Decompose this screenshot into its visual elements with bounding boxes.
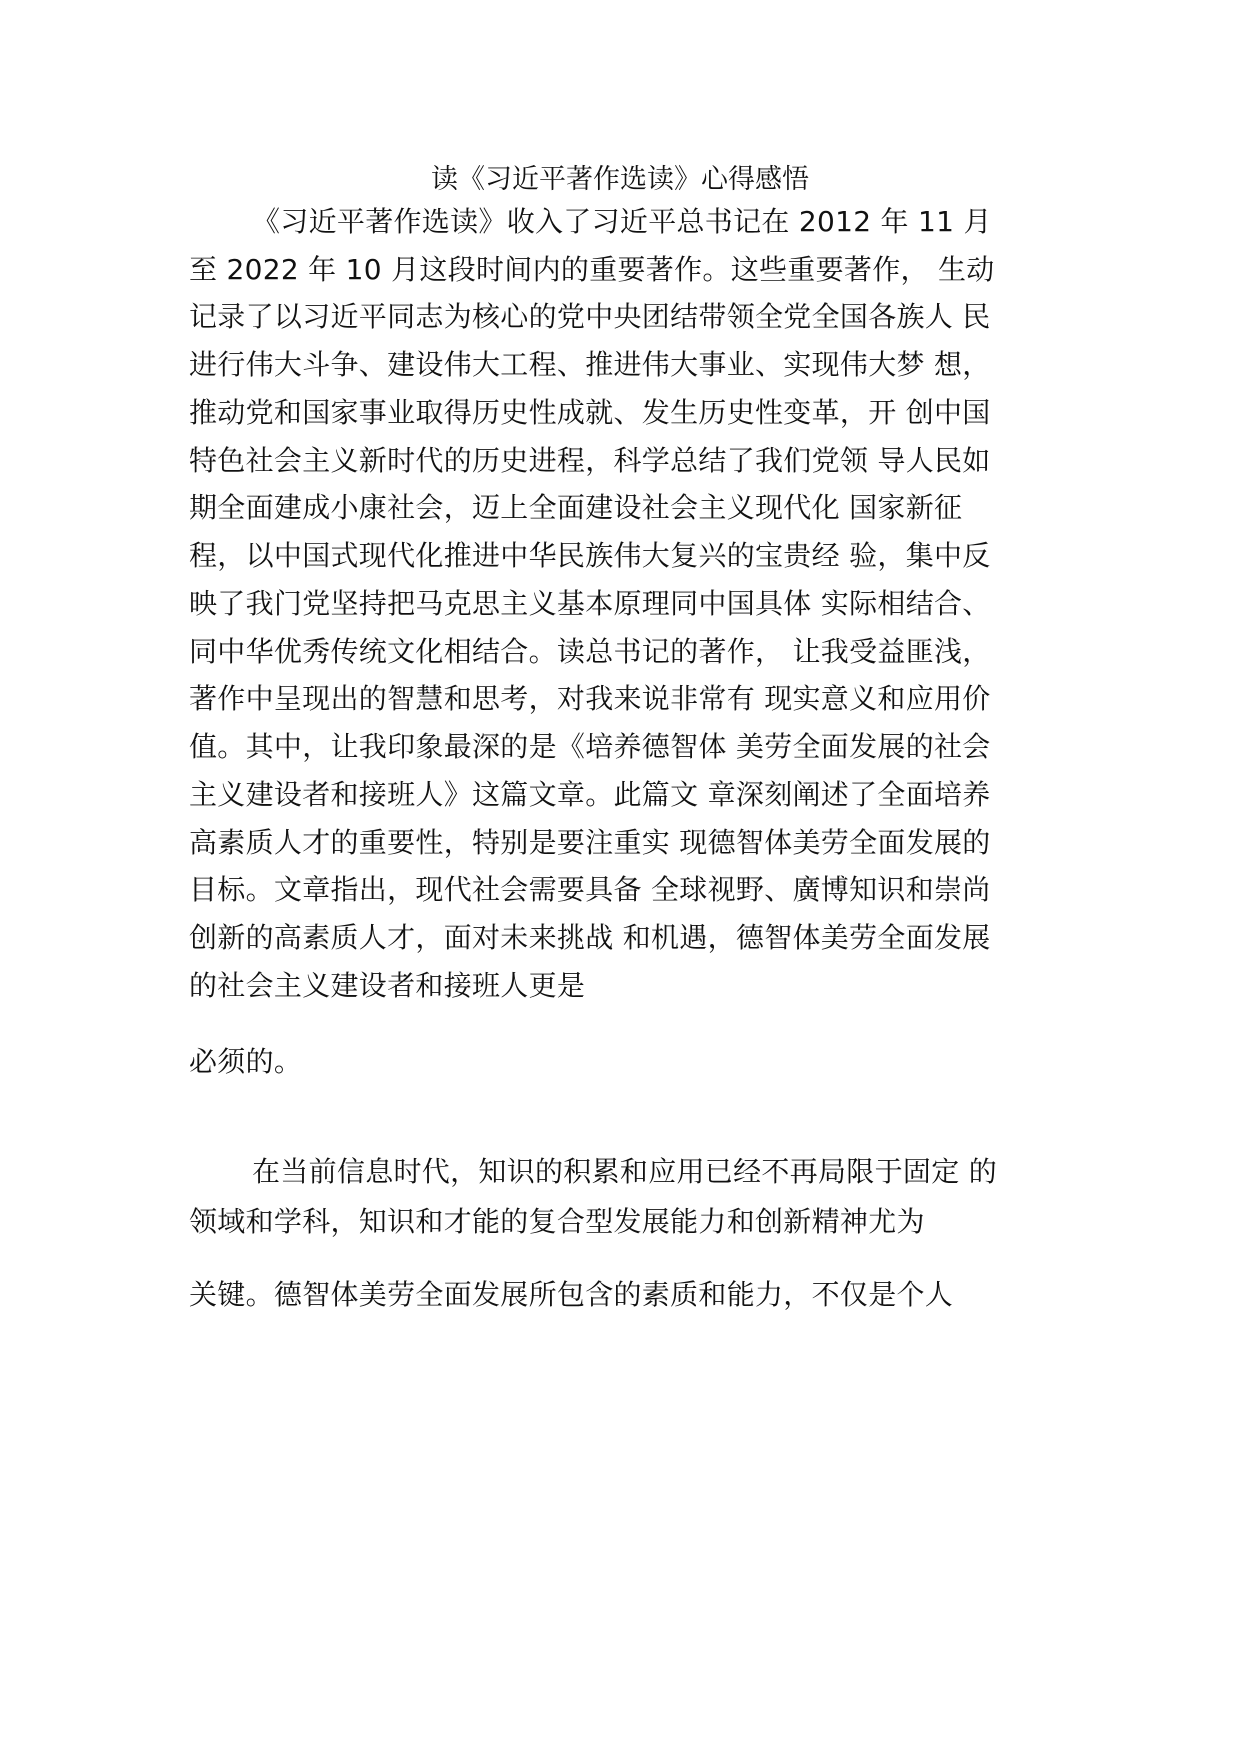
body-line: 必须的。 [189,1045,303,1078]
body-line: 特色社会主义新时代的历史进程，科学总结了我们党领 导人民如 [189,444,991,477]
body-line: 的社会主义建设者和接班人更是 [189,969,586,1002]
body-line: 《习近平著作选读》收入了习近平总书记在 2012 年 11 月 [252,205,992,238]
body-line: 记录了以习近平同志为核心的党中央团结带领全党全国各族人 民 [189,300,991,333]
body-line: 领域和学科，知识和才能的复合型发展能力和创新精神尤为 [189,1205,925,1238]
body-line: 进行伟大斗争、建设伟大工程、推进伟大事业、实现伟大梦 想， [189,348,991,381]
body-line: 同中华优秀传统文化相结合。读总书记的著作， 让我受益匪浅， [189,635,991,668]
body-line: 高素质人才的重要性，特别是要注重实 现德智体美劳全面发展的 [189,826,991,859]
body-line: 在当前信息时代，知识的积累和应用已经不再局限于固定 的 [252,1155,998,1188]
document-title: 读《习近平著作选读》心得感悟 [431,164,809,195]
body-line: 关键。德智体美劳全面发展所包含的素质和能力，不仅是个人 [189,1278,954,1311]
body-line: 主义建设者和接班人》这篇文章。此篇文 章深刻阐述了全面培养 [189,778,991,811]
body-line: 至 2022 年 10 月这段时间内的重要著作。这些重要著作， 生动 [189,253,995,286]
body-line: 程，以中国式现代化推进中华民族伟大复兴的宝贵经 验，集中反 [189,539,991,572]
body-line: 目标。文章指出，现代社会需要具备 全球视野、廣博知识和崇尚 [189,873,991,906]
body-line: 创新的高素质人才，面对未来挑战 和机遇，德智体美劳全面发展 [189,921,991,954]
body-line: 推动党和国家事业取得历史性成就、发生历史性变革，开 创中国 [189,396,991,429]
body-line: 映了我门党坚持把马克思主义基本原理同中国具体 实际相结合、 [189,587,991,620]
body-line: 著作中呈现出的智慧和思考，对我来说非常有 现实意义和应用价 [189,682,991,715]
body-line: 值。其中，让我印象最深的是《培养德智体 美劳全面发展的社会 [189,730,991,763]
body-line: 期全面建成小康社会，迈上全面建设社会主义现代化 国家新征 [189,491,963,524]
